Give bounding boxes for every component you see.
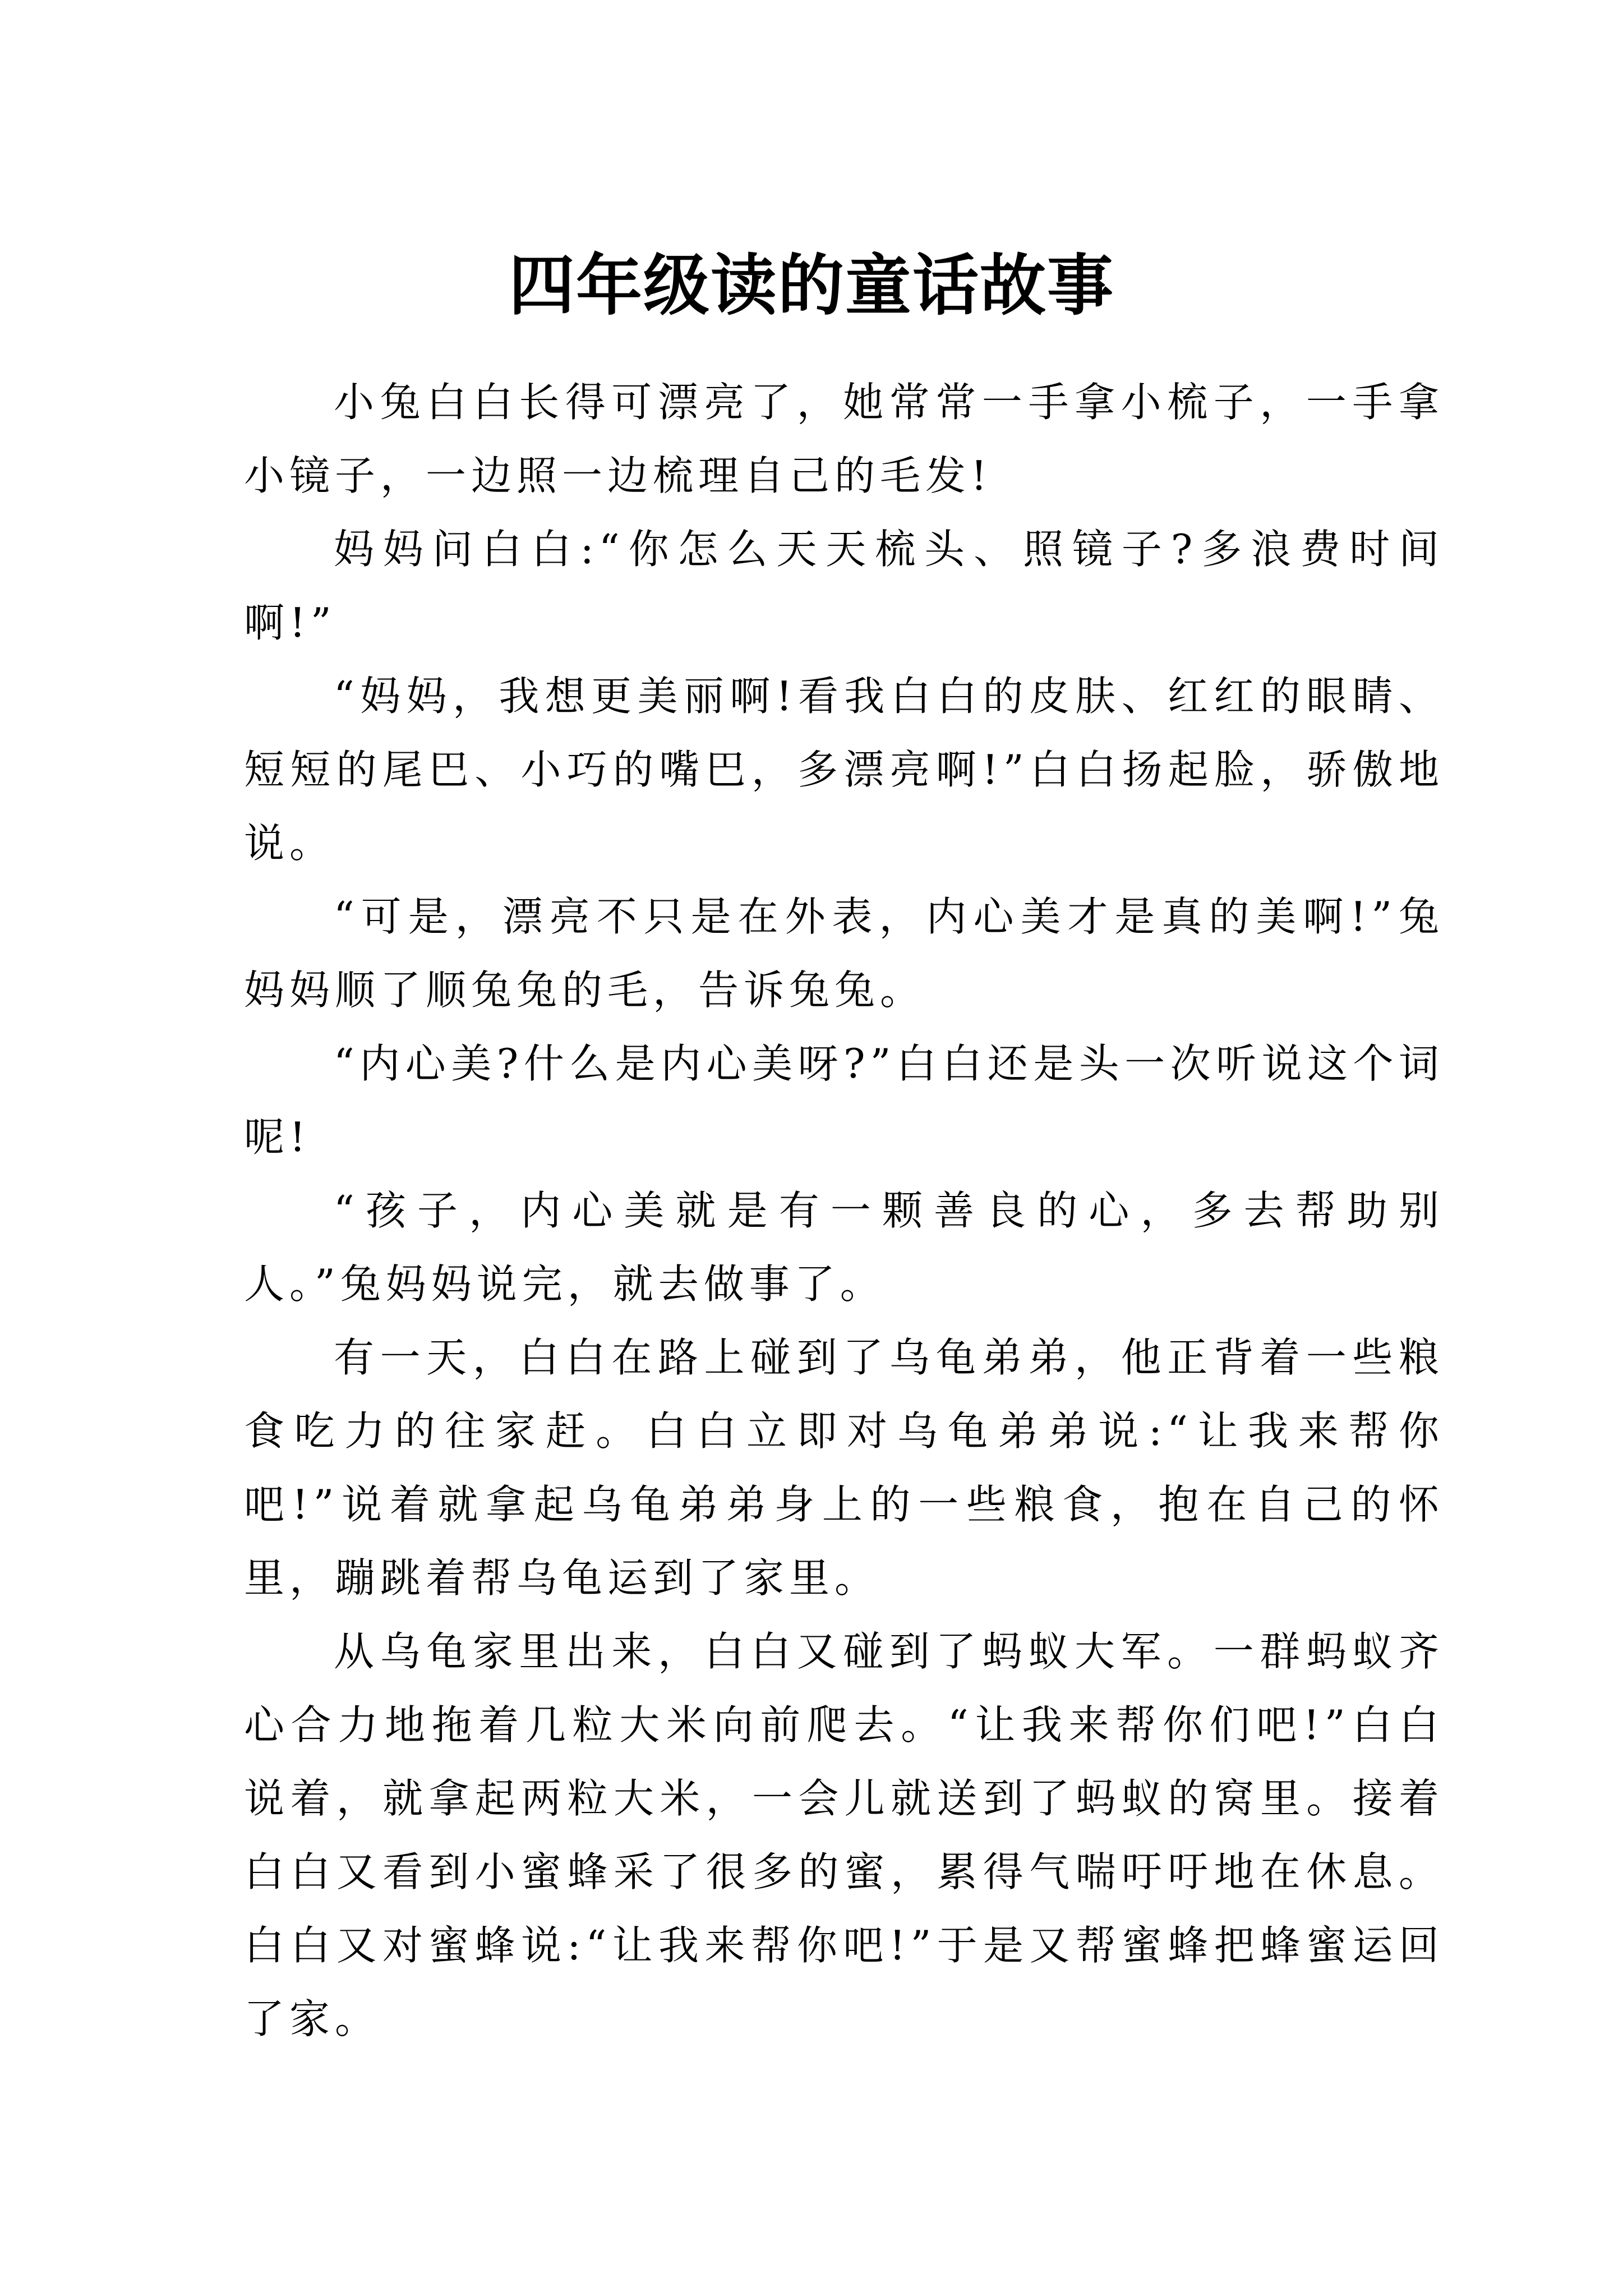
paragraph-4: “可是，漂亮不只是在外表，内心美才是真的美啊!”兔妈妈顺了顺兔兔的毛，告诉兔兔。 xyxy=(244,893,1444,1014)
paragraph-3: “妈妈，我想更美丽啊!看我白白的皮肤、红红的眼睛、短短的尾巴、小巧的嘴巴，多漂亮啊!”白白扬起脸，骄傲地说。 xyxy=(244,673,1444,867)
document-body xyxy=(244,366,1444,2056)
paragraph-2: 妈妈问白白:“你怎么天天梳头、照镜子?多浪费时间啊!” xyxy=(244,526,1444,646)
paragraph-8: 从乌龟家里出来，白白又碰到了蚂蚁大军。一群蚂蚁齐心合力地拖着几粒大米向前爬去。“让我来帮你们吧!”白白说着，就拿起两粒大米，一会儿就送到了蚂蚁的窝里。接着白白又看到小蜜蜂采了很多的蜜，累得气喘吁吁地在休息。白白又对蜜蜂说:“让我来帮你吧!”于是又帮蜜蜂把蜂蜜运回了家。 xyxy=(244,1628,1444,2042)
document-title: 四年级读的童话故事 xyxy=(508,246,1114,325)
paragraph-7: 有一天，白白在路上碰到了乌龟弟弟，他正背着一些粮食吃力的往家赶。白白立即对乌龟弟弟说:“让我来帮你吧!”说着就拿起乌龟弟弟身上的一些粮食，抱在自己的怀里，蹦跳着帮乌龟运到了家里。 xyxy=(244,1334,1444,1602)
paragraph-6: “孩子，内心美就是有一颗善良的心，多去帮助别人。”兔妈妈说完，就去做事了。 xyxy=(244,1187,1444,1308)
paragraph-5: “内心美?什么是内心美呀?”白白还是头一次听说这个词呢! xyxy=(244,1040,1444,1161)
paragraph-1: 小兔白白长得可漂亮了，她常常一手拿小梳子，一手拿小镜子，一边照一边梳理自己的毛发! xyxy=(244,379,1444,499)
